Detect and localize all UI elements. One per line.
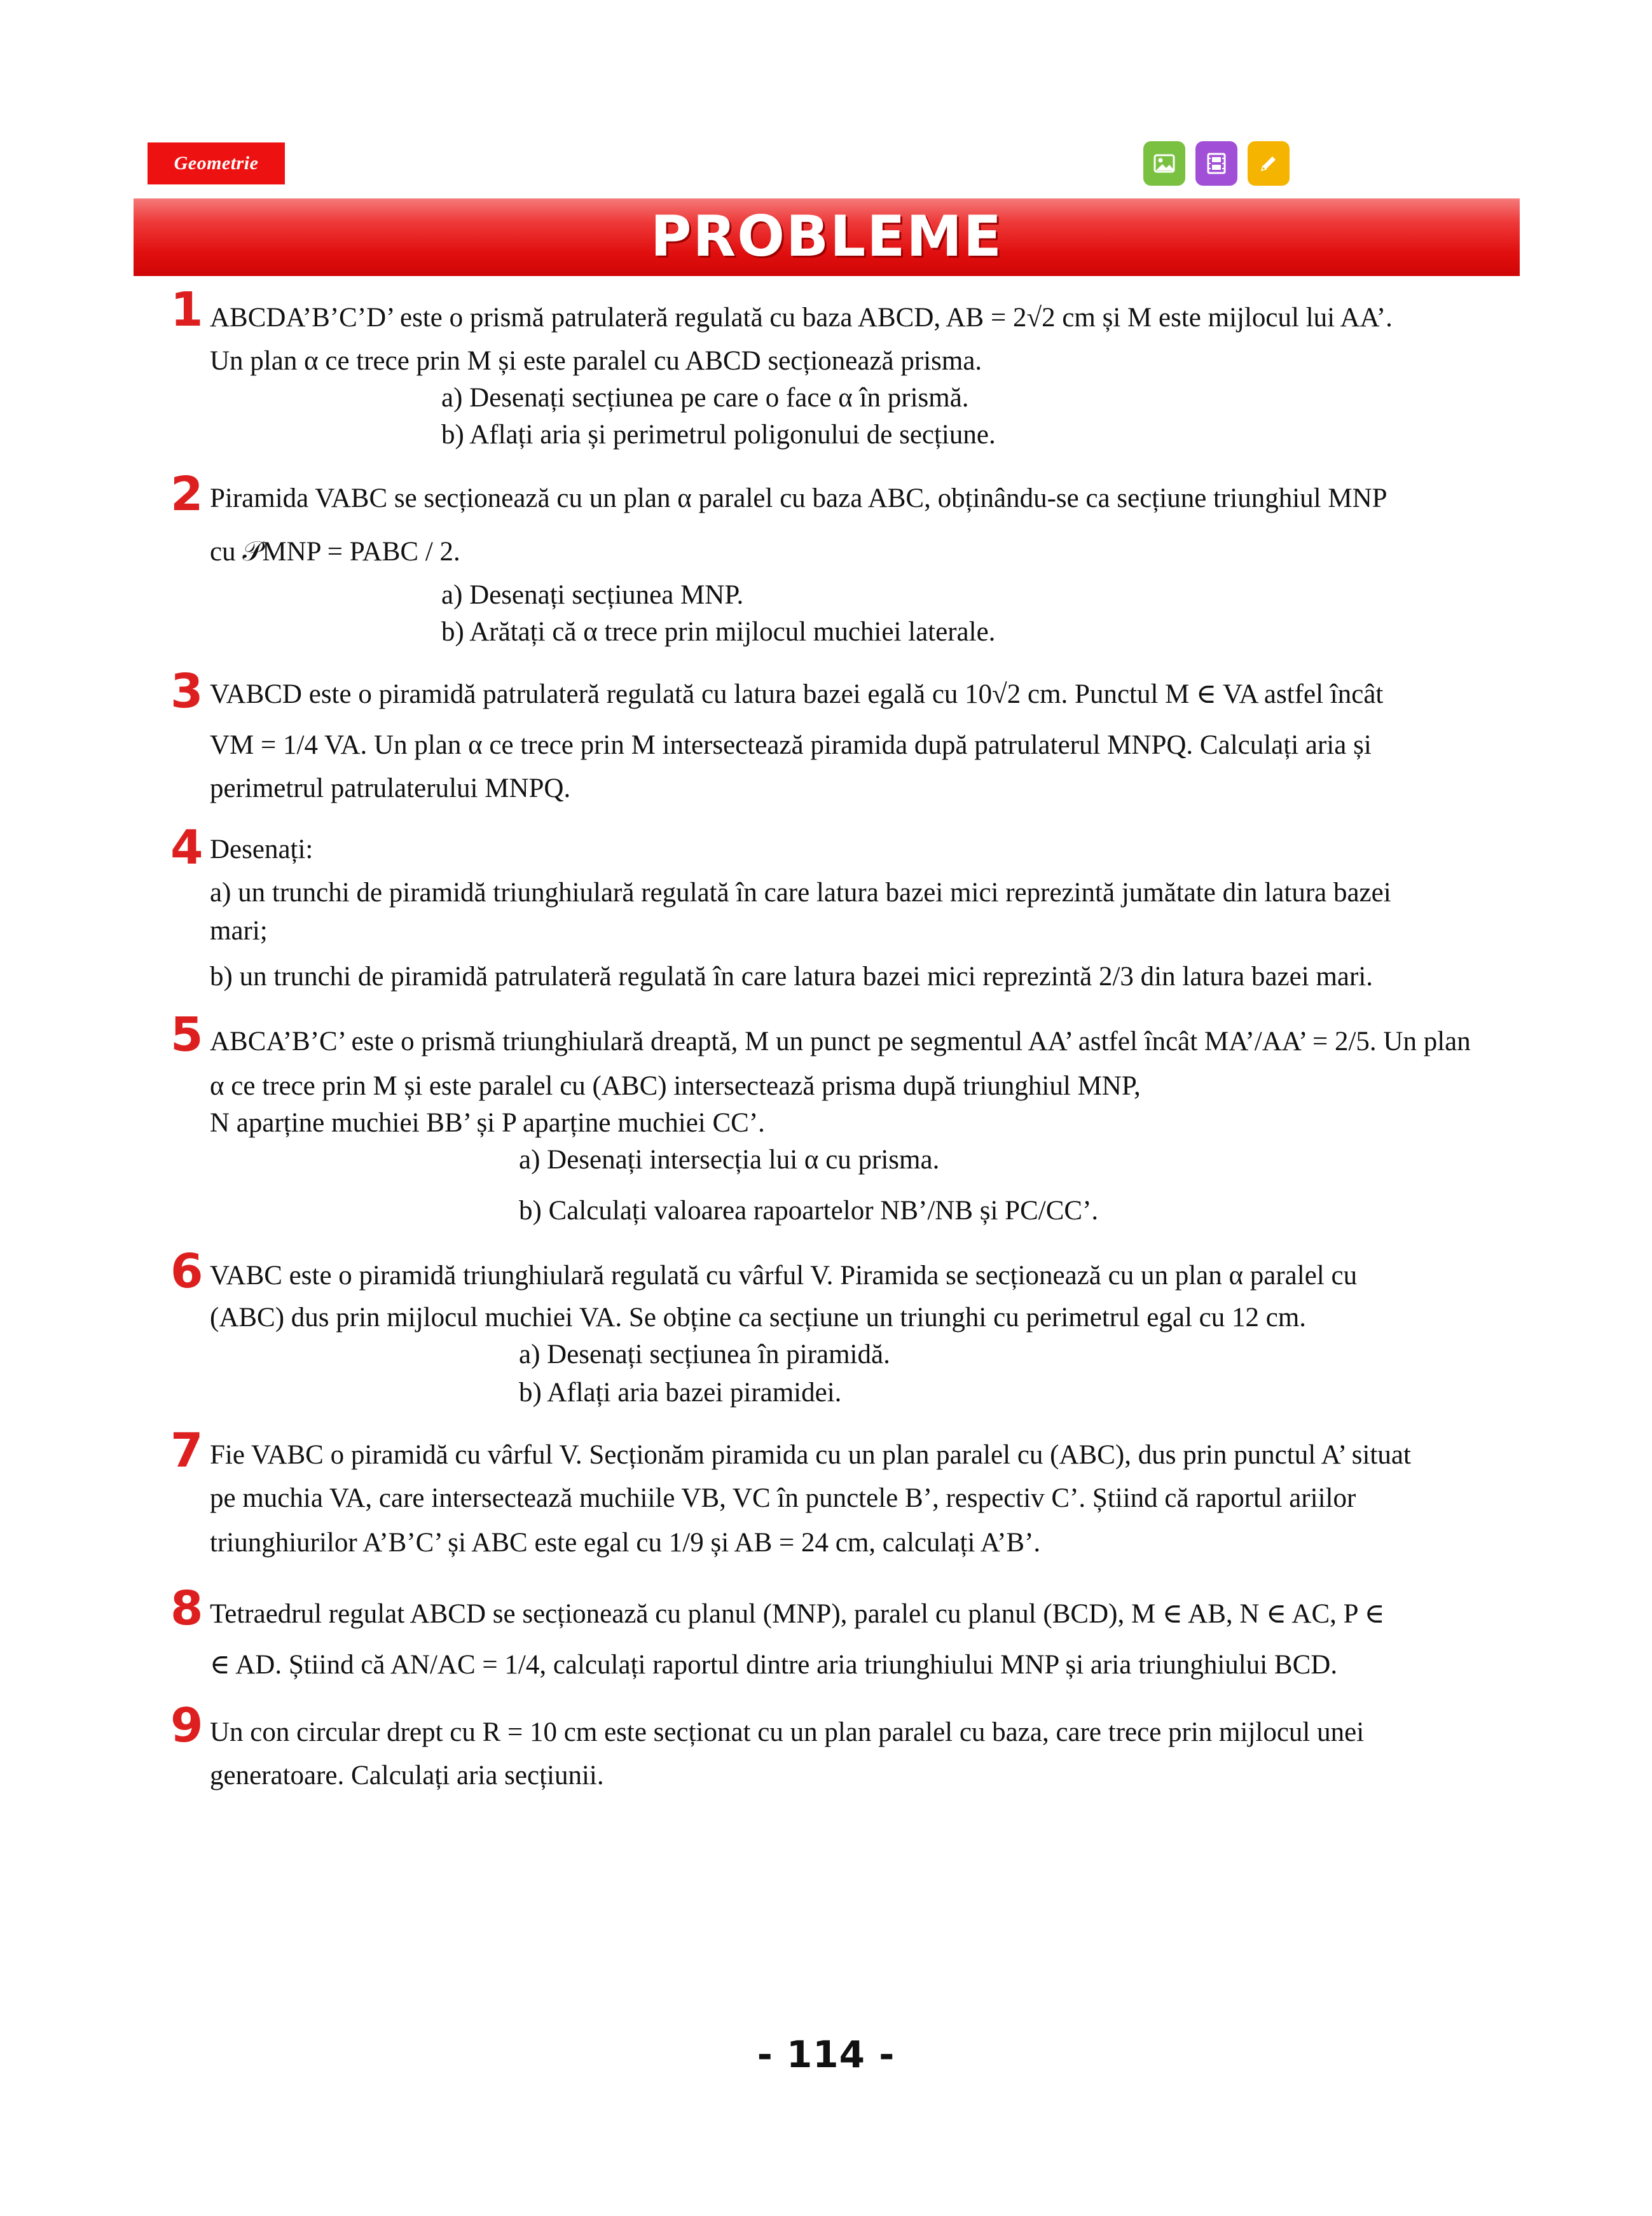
title-banner: [134, 198, 1520, 276]
pencil-icon[interactable]: [1248, 141, 1290, 186]
problem-text: pe muchia VA, care intersectează muchiile VB, VC în punctele B’, respectiv C’. Știind că raportul ariilor: [210, 1483, 1356, 1513]
problem-text: Un plan α ce trece prin M și este paralel cu ABCD secționează prisma.: [210, 346, 982, 376]
problem-text: ∈ AD. Știind că AN/AC = 1/4, calculați raportul dintre aria triunghiului MNP și aria triunghiului BCD.: [210, 1650, 1338, 1680]
problem-text: Desenați:: [210, 834, 313, 864]
problem-text: VABCD este o piramidă patrulateră regulată cu latura bazei egală cu 10√2 cm. Punctul M ∈ VA astfel încât: [210, 679, 1384, 709]
problem-text: generatoare. Calculați aria secțiunii.: [210, 1761, 604, 1790]
problem-number: 5: [170, 1008, 203, 1062]
problem-number: 6: [170, 1244, 203, 1299]
problem-part: mari;: [210, 916, 268, 946]
problem-text: (ABC) dus prin mijlocul muchiei VA. Se obține ca secțiune un triunghi cu perimetrul egal cu 12 cm.: [210, 1303, 1307, 1333]
problem-text: ABCDA’B’C’D’ este o prismă patrulateră regulată cu baza ABCD, AB = 2√2 cm și M este mijlocul lui AA’.: [210, 303, 1393, 333]
problem-part: a) Desenați secțiunea pe care o face α în prismă.: [441, 383, 969, 413]
page-number: - 114 -: [757, 2033, 895, 2076]
problem-number: 8: [170, 1581, 203, 1636]
problem-text: α ce trece prin M și este paralel cu (ABC) intersectează prisma după triunghiul MNP,: [210, 1071, 1141, 1101]
problem-number: 3: [170, 664, 203, 719]
problem-part: b) un trunchi de piramidă patrulateră regulată în care latura bazei mici reprezintă 2/3 din latura bazei mari.: [210, 962, 1373, 992]
problem-text: perimetrul patrulaterului MNPQ.: [210, 773, 571, 803]
problem-text: triunghiurilor A’B’C’ și ABC este egal cu 1/9 și AB = 24 cm, calculați A’B’.: [210, 1528, 1041, 1558]
problem-text: Un con circular drept cu R = 10 cm este secționat cu un plan paralel cu baza, care trece prin mijlocul unei: [210, 1717, 1365, 1747]
problem-text: VABC este o piramidă triunghiulară regulată cu vârful V. Piramida se secționează cu un plan α paralel cu: [210, 1261, 1358, 1291]
problem-part: b) Aflați aria bazei piramidei.: [519, 1378, 842, 1408]
problem-text: Piramida VABC se secționează cu un plan α paralel cu baza ABC, obținându-se ca secțiune triunghiul MNP: [210, 483, 1387, 513]
section-tag: Geometrie: [148, 142, 285, 184]
problem-text: Tetraedrul regulat ABCD se secționează cu planul (MNP), paralel cu planul (BCD), M ∈ AB, N ∈ AC, P ∈: [210, 1599, 1385, 1629]
problem-number: 2: [170, 467, 203, 522]
problem-text: ABCA’B’C’ este o prismă triunghiulară dreaptă, M un punct pe segmentul AA’ astfel încât MA’/AA’ = 2/5. Un plan: [210, 1027, 1471, 1056]
problem-part: b) Arătați că α trece prin mijlocul muchiei laterale.: [441, 617, 996, 647]
image-icon[interactable]: [1143, 141, 1185, 186]
page-title: PROBLEME: [650, 204, 1003, 269]
problem-part: a) Desenați secțiunea în piramidă.: [519, 1340, 890, 1369]
problem-text: N aparține muchiei BB’ și P aparține muchiei CC’.: [210, 1108, 765, 1138]
problem-part: a) un trunchi de piramidă triunghiulară regulată în care latura bazei mici reprezintă jumătate din latura bazei: [210, 878, 1391, 908]
problem-part: b) Aflați aria și perimetrul poligonului de secțiune.: [441, 420, 996, 450]
problem-text: Fie VABC o piramidă cu vârful V. Secționăm piramida cu un plan paralel cu (ABC), dus prin punctul A’ situat: [210, 1440, 1411, 1470]
problem-number: 1: [170, 282, 203, 337]
film-icon[interactable]: [1195, 141, 1237, 186]
problem-number: 4: [170, 821, 203, 875]
problem-number: 9: [170, 1698, 203, 1753]
problem-part: a) Desenați intersecția lui α cu prisma.: [519, 1145, 940, 1175]
problem-part: a) Desenați secțiunea MNP.: [441, 580, 744, 610]
problem-part: b) Calculați valoarea rapoartelor NB’/NB și PC/CC’.: [519, 1196, 1099, 1226]
problem-text: cu 𝒫MNP = PABC / 2.: [210, 537, 460, 567]
problem-number: 7: [170, 1423, 203, 1478]
problem-text: VM = 1/4 VA. Un plan α ce trece prin M intersectează piramida după patrulaterul MNPQ. Calculați aria și: [210, 730, 1372, 760]
